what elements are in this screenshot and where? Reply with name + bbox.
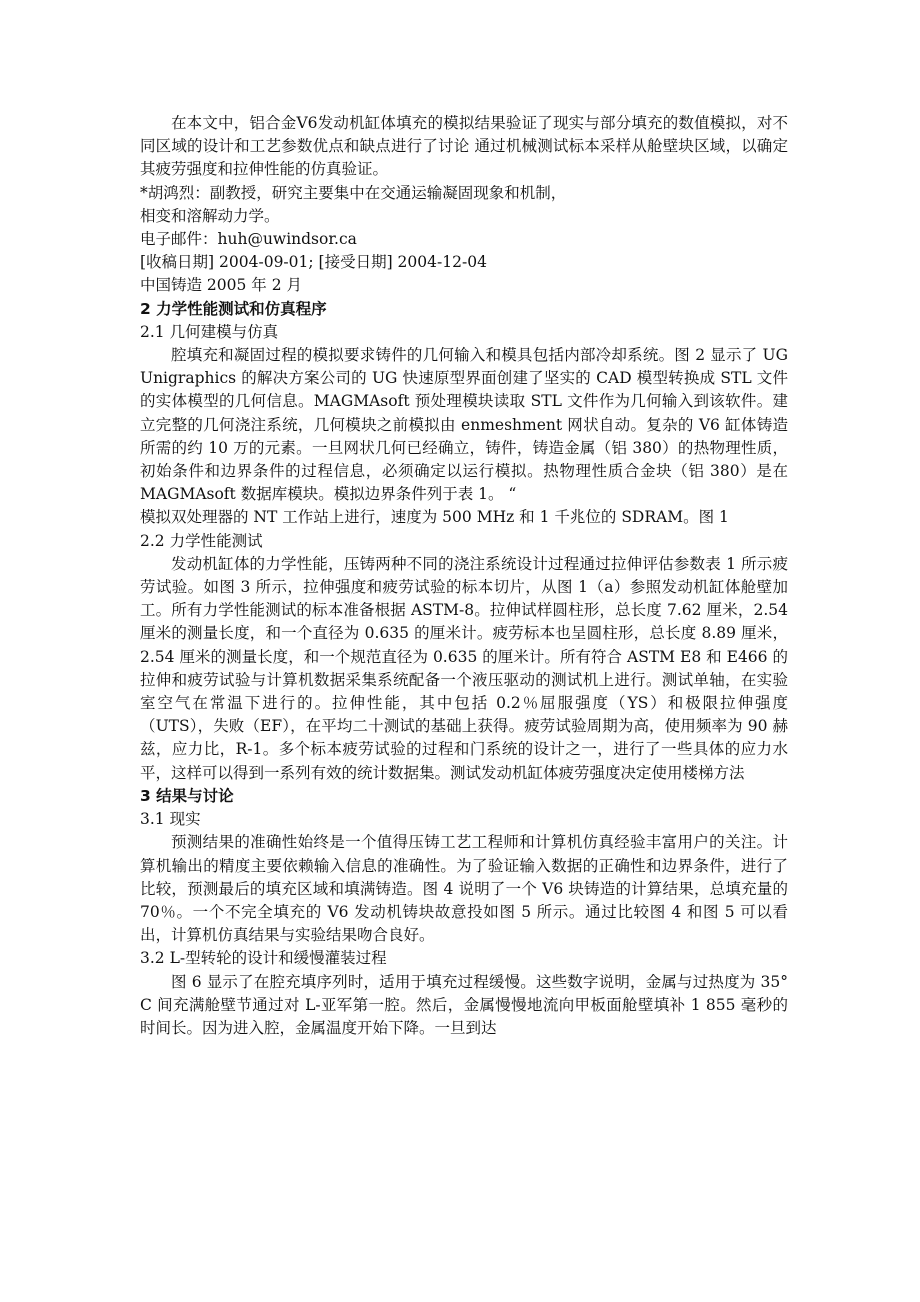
section-3-2-heading: 3.2 L-型转轮的设计和缓慢灌装过程 [140,949,387,968]
author-email: 电子邮件：huh@uwindsor.ca [140,230,357,249]
section-2-2-heading: 2.2 力学性能测试 [140,531,263,550]
author-note-line-2: 相变和溶解动力学。 [140,206,280,225]
section-2-heading: 2 力学性能测试和仿真程序 [140,299,327,318]
section-2-2-paragraph: 发动机缸体的力学性能，压铸两种不同的浇注系统设计过程通过拉伸评估参数表 1 所示疲劳试验。如图 3 所示，拉伸强度和疲劳试验的标本切片，从图 1（a）参照发动机缸体舱壁加工。所有力学性能测试的标本准备根据 ASTM-8。拉伸试样圆柱形，总长度 7.62 厘米，2.54 厘米的测量长度，和一个直径为 0.635 的厘米计。疲劳标本也呈圆柱形，总长度 8.89 厘米，2.54 厘米的测量长度，和一个规范直径为 0.635 的厘米计。所有符合 ASTM E8 和 E466 的拉伸和疲劳试验与计算机数据采集系统配备一个液压驱动的测试机上进行。测试单轴，在实验室空气在常温下进行的。拉伸性能，其中包括 0.2％屈服强度（YS）和极限拉伸强度（UTS），失败（EF），在平均二十测试的基础上获得。疲劳试验周期为高，使用频率为 90 赫兹，应力比，R-1。多个标本疲劳试验的过程和门系统的设计之一，进行了一些具体的应力水平，这样可以得到一系列有效的统计数据集。测试发动机缸体疲劳强度决定使用楼梯方法 [140,554,788,782]
author-note-line-1: *胡鸿烈：副教授，研究主要集中在交通运输凝固现象和机制， [140,183,567,202]
section-2-1-tail-line: 模拟双处理器的 NT 工作站上进行，速度为 500 MHz 和 1 千兆位的 SDRAM。图 1 [140,508,729,527]
section-3-1-heading: 3.1 现实 [140,810,201,829]
section-2-1-heading: 2.1 几何建模与仿真 [140,322,279,341]
received-accepted-dates: [收稿日期] 2004-09-01; [接受日期] 2004-12-04 [140,253,487,272]
section-2-1-paragraph: 腔填充和凝固过程的模拟要求铸件的几何输入和模具包括内部冷却系统。图 2 显示了 UG Unigraphics 的解决方案公司的 UG 快速原型界面创建了坚实的 CAD 模型转换成 STL 文件的实体模型的几何信息。MAGMAsoft 预处理模块读取 STL 文件作为几何输入到该软件。建立完整的几何浇注系统，几何模块之前模拟由 enmeshment 网状自动。复杂的 V6 缸体铸造所需的约 10 万的元素。一旦网状几何已经确立，铸件，铸造金属（铝 380）的热物理性质，初始条件和边界条件的过程信息，必须确定以运行模拟。热物理性质合金块（铝 380）是在 MAGMAsoft 数据库模块。模拟边界条件列于表 1。 “ [140,346,788,504]
section-3-1-paragraph: 预测结果的准确性始终是一个值得压铸工艺工程师和计算机仿真经验丰富用户的关注。计算机输出的精度主要依赖输入信息的准确性。为了验证输入数据的正确性和边界条件，进行了比较，预测最后的填充区域和填满铸造。图 4 说明了一个 V6 块铸造的计算结果，总填充量的 70％。一个不完全填充的 V6 发动机铸块故意投如图 5 所示。通过比较图 4 和图 5 可以看出，计算机仿真结果与实验结果吻合良好。 [140,833,788,945]
section-3-heading: 3 结果与讨论 [140,786,234,805]
document-page [140,112,788,1040]
section-3-2-paragraph: 图 6 显示了在腔充填序列时，适用于填充过程缓慢。这些数字说明，金属与过热度为 35° C 间充满舱壁节通过对 L-亚军第一腔。然后，金属慢慢地流向甲板面舱壁填补 1 855 毫秒的时间长。因为进入腔，金属温度开始下降。一旦到达 [140,972,788,1037]
journal-citation: 中国铸造 2005 年 2 月 [140,276,303,295]
intro-paragraph: 在本文中，铝合金V6发动机缸体填充的模拟结果验证了现实与部分填充的数值模拟，对不同区域的设计和工艺参数优点和缺点进行了讨论 通过机械测试标本采样从舱壁块区域，以确定其疲劳强度和拉伸性能的仿真验证。 [140,114,788,179]
